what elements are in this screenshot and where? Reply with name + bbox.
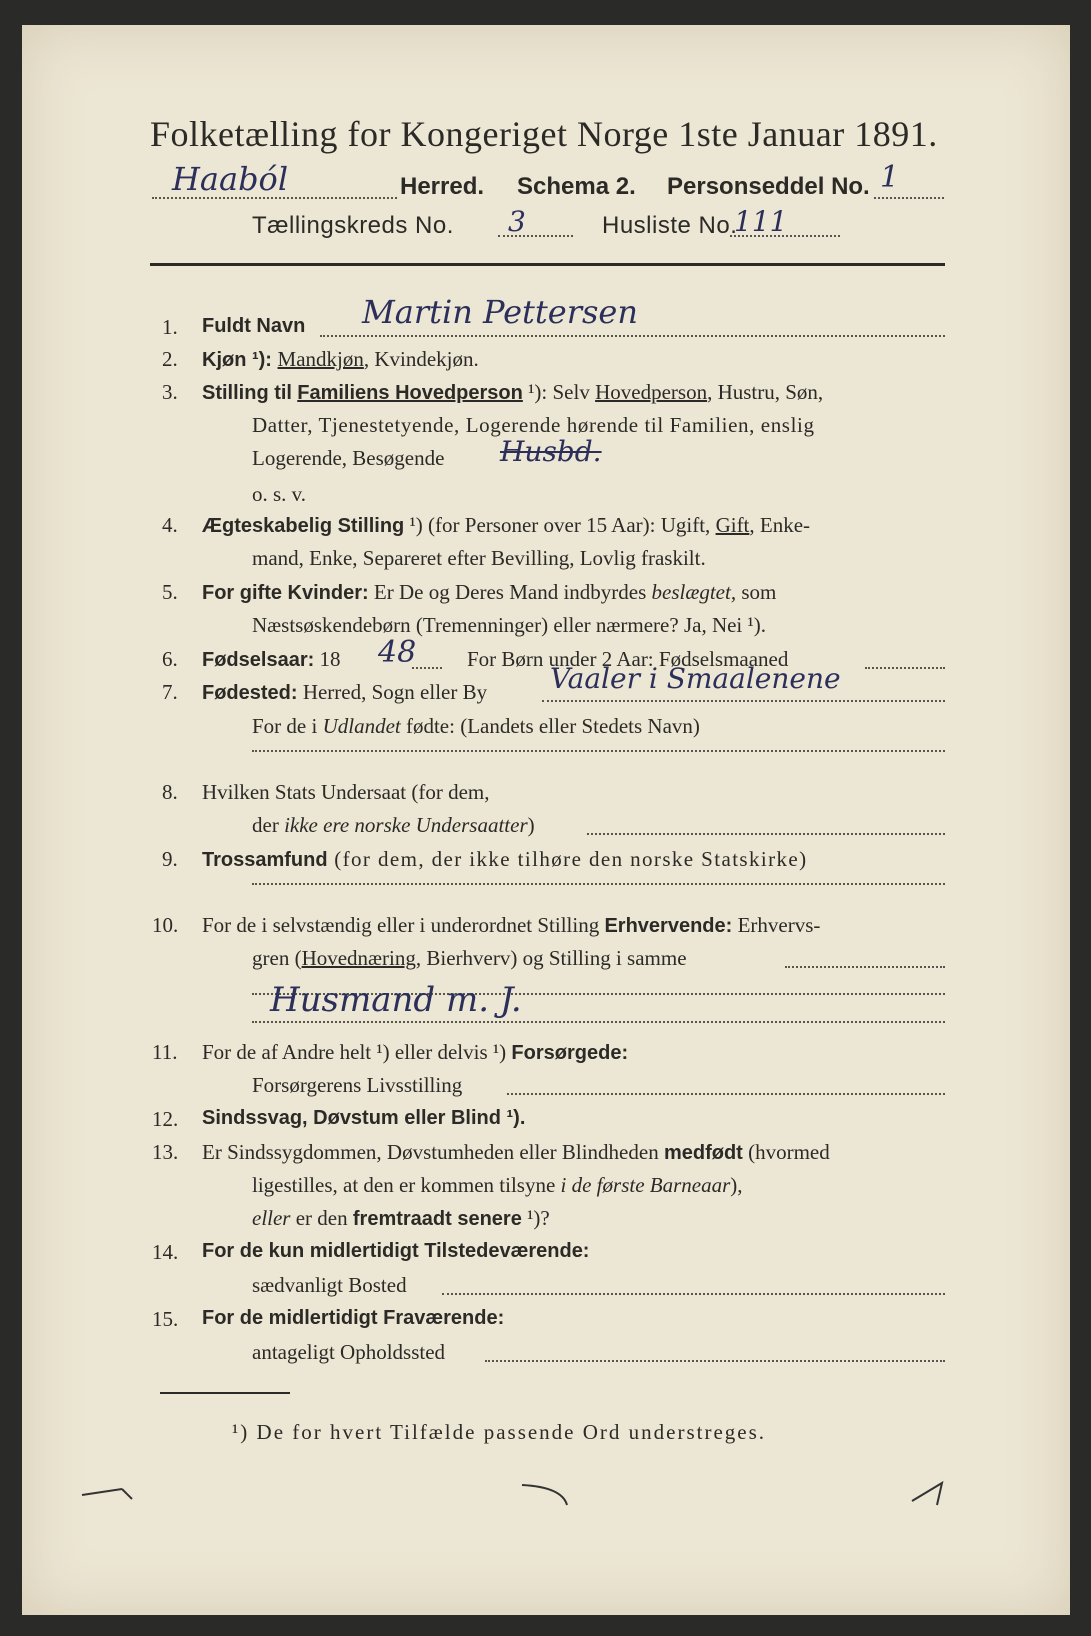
item-14-number: 14. [152,1240,179,1264]
item-10-number: 10. [152,913,179,937]
item-7-label: Fødested: Herred, Sogn eller By [202,680,488,704]
item-15-line-2: antageligt Opholdssted [252,1340,446,1364]
item-5-line-1: For gifte Kvinder: Er De og Deres Mand indbyrdes beslægtet, som [202,580,777,604]
item-14-line-1: For de kun midlertidigt Tilstedeværende: [202,1240,590,1262]
item-5-number: 5. [162,580,178,604]
item-8-line-1: Hvilken Stats Undersaat (for dem, [202,780,490,804]
footnote: ¹) De for hvert Tilfælde passende Ord understreges. [232,1420,767,1444]
item-10-occupation-value: Husmand m. J. [270,980,522,1020]
footnote-rule [160,1392,290,1394]
item-2-number: 2. [162,347,178,371]
item-14-line [442,1293,945,1295]
item-10-line-c [252,1021,945,1023]
item-7-number: 7. [162,680,178,704]
item-7-line [542,700,945,702]
item-1-label: Fuldt Navn [202,315,306,337]
item-8-line-2: der ikke ere norske Undersaatter) [252,813,535,837]
item-4-line-2: mand, Enke, Separeret efter Bevilling, Lovlig fraskilt. [252,546,706,570]
item-4-line-1: Ægteskabelig Stilling ¹) (for Personer over 15 Aar): Ugift, Gift, Enke- [202,513,811,537]
item-11-line-1: For de af Andre helt ¹) eller delvis ¹) Forsørgede: [202,1040,629,1064]
item-12-number: 12. [152,1107,179,1131]
personseddel-field-line [874,197,944,199]
item-3-selected-option: Hovedperson [595,380,708,404]
item-7-line-2: For de i Udlandet fødte: (Landets eller Stedets Navn) [252,714,700,738]
item-13-line-2: ligestilles, at den er kommen tilsyne i de første Barneaar), [252,1173,743,1197]
husliste-label: Husliste No. [602,212,738,239]
item-2-selected-option: Mandkjøn [277,347,364,371]
item-6-month-line [865,667,945,669]
item-15-number: 15. [152,1307,179,1331]
header-rule [150,263,945,266]
item-6-number: 6. [162,647,178,671]
item-1-name-value: Martin Pettersen [362,293,638,331]
herred-value: Haaból [172,160,289,198]
item-5-line-2: Næstsøskendebørn (Tremenninger) eller nærmere? Ja, Nei ¹). [252,613,767,637]
item-6-infant-label: For Børn under 2 Aar: Fødselsmaaned [467,647,789,671]
item-10-line-a [785,966,945,968]
item-13-number: 13. [152,1140,179,1164]
schema-label: Schema 2. [517,173,636,200]
item-3-line-2: Datter, Tjenestetyende, Logerende hørende til Familien, enslig [252,413,815,437]
item-13-line-3: eller er den fremtraadt senere ¹)? [252,1206,550,1230]
item-6-year-line [412,667,442,669]
item-11-line [507,1093,945,1095]
item-4-number: 4. [162,513,178,537]
item-1-number: 1. [162,315,178,339]
item-9-line-1: Trossamfund (for dem, der ikke tilhøre den norske Statskirke) [202,847,808,871]
item-11-number: 11. [152,1040,178,1064]
item-3-line-3: Logerende, Besøgende [252,446,445,470]
item-14-line-2: sædvanligt Bosted [252,1273,407,1297]
item-15-line [485,1360,945,1362]
item-2-text: Kjøn ¹): Mandkjøn, Kvindekjøn. [202,347,479,371]
item-4-selected-option: Gift [715,513,750,537]
item-9-number: 9. [162,847,178,871]
item-6-year-value: 48 [378,635,417,670]
form-title: Folketælling for Kongeriget Norge 1ste Januar 1891. [150,114,938,154]
item-9-line [252,883,945,885]
herred-label: Herred. [400,173,485,200]
census-form-page [22,25,1070,1615]
item-3-handwritten-value: Husbd. [500,435,602,468]
personseddel-label: Personseddel No. [667,173,870,200]
item-7-birthplace-value: Vaaler i Smaalenene [550,662,841,695]
personseddel-value: 1 [880,160,900,195]
kreds-value: 3 [508,205,526,238]
item-6-label: Fødselsaar: 18 [202,647,341,671]
item-10-line-1: For de i selvstændig eller i underordnet Stilling Erhvervende: Erhvervs- [202,913,821,937]
item-1-line [320,335,945,337]
item-10-line-2: gren (Hovednæring, Bierhverv) og Stilling i samme [252,946,687,970]
item-7-foreign-line [252,750,945,752]
item-12-label: Sindssvag, Døvstum eller Blind ¹). [202,1107,526,1129]
pencil-marks [62,1465,1042,1525]
item-13-line-1: Er Sindssygdommen, Døvstumheden eller Blindheden medfødt (hvormed [202,1140,830,1164]
husliste-value: 111 [734,205,788,238]
item-8-number: 8. [162,780,178,804]
item-3-number: 3. [162,380,178,404]
item-8-line [587,833,945,835]
item-3-line-1: Stilling til Familiens Hovedperson ¹): Selv Hovedperson, Hustru, Søn, [202,380,824,404]
item-3-line-4: o. s. v. [252,482,307,506]
item-15-line-1: For de midlertidigt Fraværende: [202,1307,505,1329]
item-11-line-2: Forsørgerens Livsstilling [252,1073,463,1097]
item-10-selected-option: Hovednæring [301,946,416,970]
kreds-label: Tællingskreds No. [252,212,454,239]
